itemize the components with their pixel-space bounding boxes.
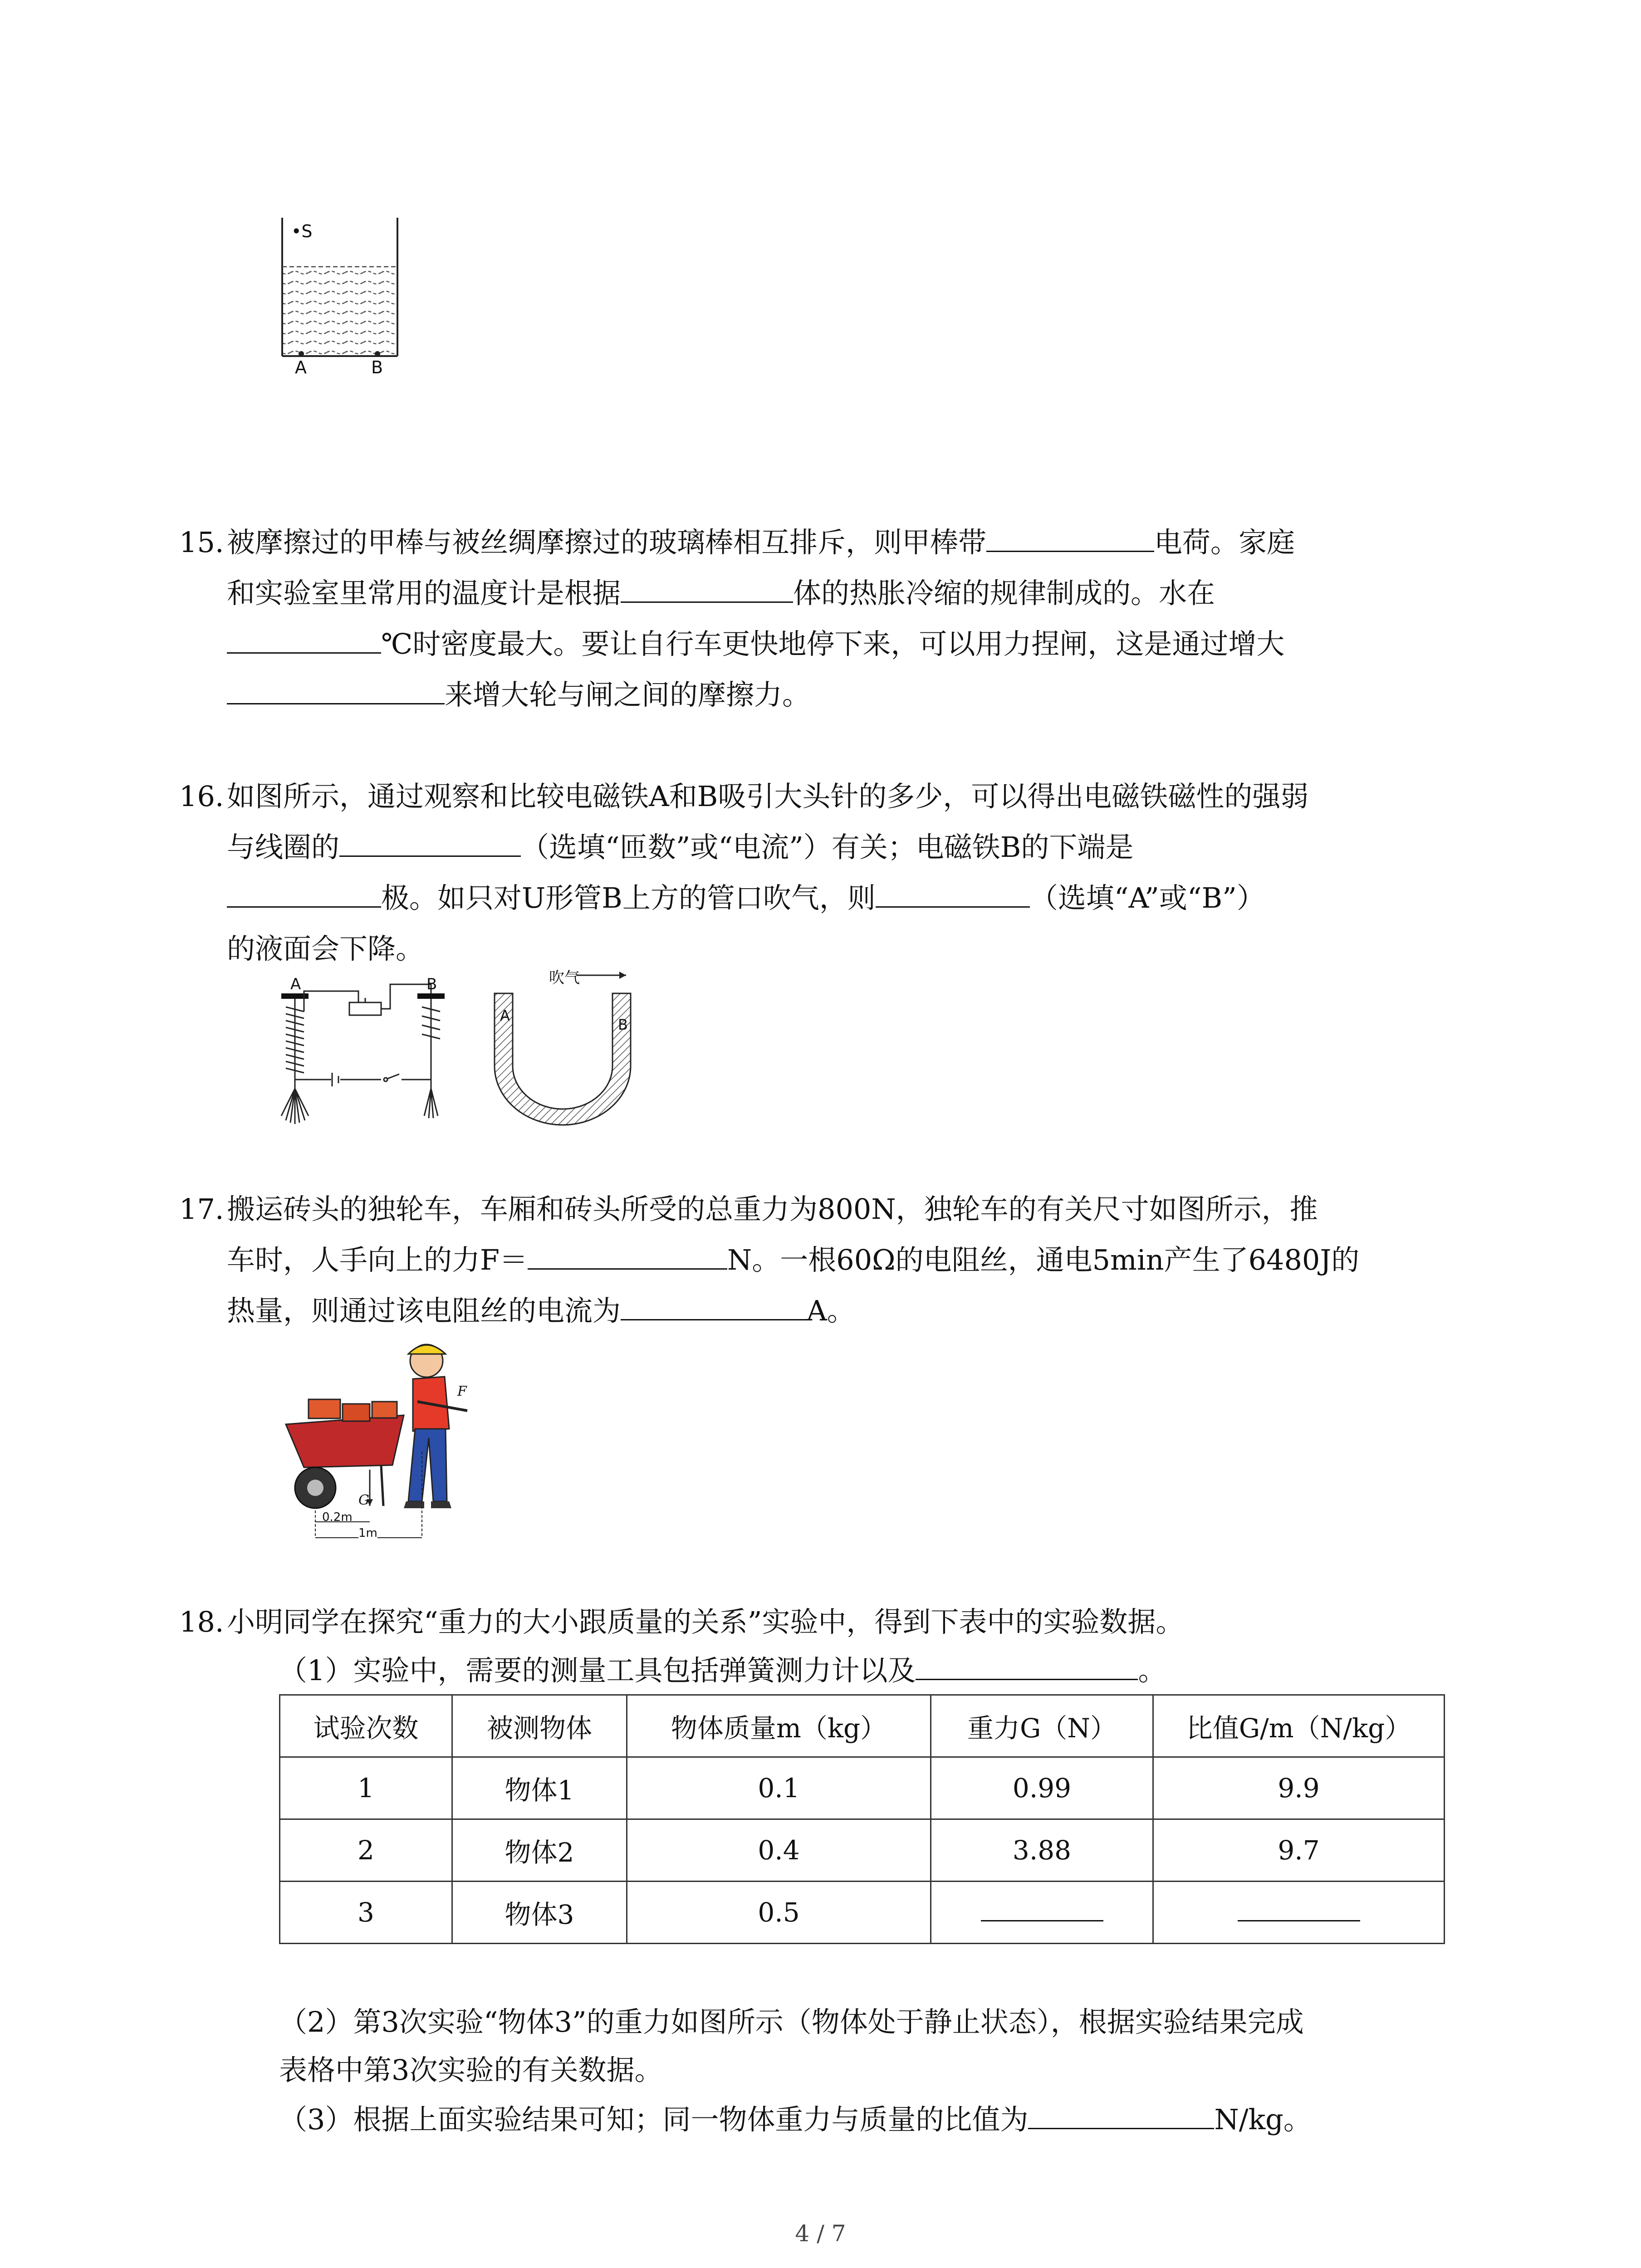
point-b-label: B	[371, 357, 383, 377]
blow-label: 吹气	[549, 969, 580, 987]
table-cell: 物体1	[452, 1757, 627, 1819]
table-row	[280, 1882, 1445, 1944]
table-cell: 1	[280, 1757, 452, 1819]
question-text: 与线圈的	[227, 831, 340, 864]
table-cell: 3	[280, 1882, 452, 1944]
question-16	[179, 771, 1465, 974]
question-text: N/kg。	[1214, 2103, 1312, 2136]
table-header-row	[280, 1695, 1445, 1757]
question-text: 的液面会下降。	[227, 932, 424, 965]
magnet-a-label: A	[290, 975, 301, 993]
answer-blank[interactable]	[528, 1238, 727, 1270]
answer-blank[interactable]	[986, 521, 1154, 552]
question-text: （选填“匝数”或“电流”）有关；电磁铁B的下端是	[521, 831, 1134, 864]
question-line	[227, 873, 1465, 924]
page-number: 4 / 7	[795, 2220, 846, 2247]
question-line	[227, 771, 1465, 822]
point-s-label: •S	[291, 221, 313, 241]
gravity-g-label: G	[358, 1492, 369, 1508]
question-text: 搬运砖头的独轮车，车厢和砖头所受的总重力为800N，独轮车的有关尺寸如图所示，推	[227, 1193, 1318, 1226]
table-row	[280, 1819, 1445, 1882]
question-text: 小明同学在探究“重力的大小跟质量的关系”实验中，得到下表中的实验数据。	[227, 1605, 1184, 1638]
answer-blank[interactable]	[227, 622, 381, 654]
question-number: 18.	[179, 1605, 224, 1638]
table-header: 被测物体	[452, 1695, 627, 1757]
point-a-label: A	[295, 357, 307, 377]
question-line	[279, 2046, 1459, 2094]
question-text: 车时，人手向上的力F＝	[227, 1243, 528, 1276]
table-cell: 0.5	[627, 1882, 931, 1944]
magnet-b-label: B	[426, 975, 437, 993]
answer-blank[interactable]	[876, 876, 1030, 908]
question-line	[227, 924, 1465, 974]
tube-b-label: B	[618, 1016, 628, 1033]
question-line	[279, 1998, 1459, 2046]
table-header: 比值G/m（N/kg）	[1153, 1695, 1445, 1757]
distance-label-1m: 1m	[358, 1526, 377, 1540]
table-cell: 9.9	[1153, 1757, 1445, 1819]
question-15	[179, 517, 1465, 720]
table-row	[280, 1757, 1445, 1819]
answer-blank[interactable]	[1028, 2098, 1214, 2129]
question-text: （选填“A”或“B”）	[1029, 881, 1265, 914]
table-cell: 0.99	[931, 1757, 1153, 1819]
distance-label-02m: 0.2m	[322, 1510, 353, 1524]
question-line	[227, 1286, 1465, 1336]
question-text: 和实验室里常用的温度计是根据	[227, 577, 621, 610]
table-header: 重力G（N）	[931, 1695, 1153, 1757]
question-text: 来增大轮与闸之间的摩擦力。	[445, 678, 811, 711]
table-header: 试验次数	[280, 1695, 452, 1757]
question-text: （2）第3次实验“物体3”的重力如图所示（物体处于静止状态），根据实验结果完成	[279, 2005, 1304, 2038]
question-18	[179, 1597, 1465, 1647]
answer-blank[interactable]	[339, 826, 521, 857]
table-cell: 物体2	[452, 1819, 627, 1882]
question-text: ℃时密度最大。要让自行车更快地停下来，可以用力捏闸，这是通过增大	[381, 627, 1285, 660]
table-cell: 0.4	[627, 1819, 931, 1882]
question-text: 极。如只对U形管B上方的管口吹气，则	[381, 881, 876, 914]
table-cell-blank[interactable]	[1153, 1882, 1445, 1944]
question-text: 热量，则通过该电阻丝的电流为	[227, 1294, 621, 1327]
subquestion-2	[279, 1998, 1459, 2094]
question-number: 17.	[179, 1193, 224, 1226]
question-line	[227, 568, 1465, 619]
question-text: 。	[1138, 1654, 1166, 1687]
answer-blank[interactable]	[916, 1649, 1138, 1680]
table-cell: 0.1	[627, 1757, 931, 1819]
table-header: 物体质量m（kg）	[627, 1695, 931, 1757]
wheelbarrow-figure	[277, 1338, 485, 1551]
subquestion-1	[279, 1647, 1459, 1695]
table-cell: 2	[280, 1819, 452, 1882]
question-text: 被摩擦过的甲棒与被丝绸摩擦过的玻璃棒相互排斥，则甲棒带	[227, 526, 987, 559]
question-text: （3）根据上面实验结果可知；同一物体重力与质量的比值为	[279, 2103, 1029, 2136]
container-figure	[272, 218, 408, 381]
question-line	[227, 670, 1465, 720]
question-17	[179, 1184, 1465, 1336]
answer-blank[interactable]	[981, 1902, 1103, 1921]
question-line	[227, 1184, 1465, 1235]
answer-blank[interactable]	[227, 673, 445, 704]
answer-blank[interactable]	[1238, 1902, 1360, 1921]
question-number: 16.	[179, 780, 224, 813]
table-cell: 物体3	[452, 1882, 627, 1944]
question-line	[227, 1235, 1465, 1286]
answer-blank[interactable]	[621, 572, 793, 603]
question-line	[227, 619, 1465, 670]
electromagnet-figure	[272, 975, 454, 1129]
question-text: 电荷。家庭	[1154, 526, 1295, 559]
question-text: 体的热胀冷缩的规律制成的。水在	[793, 577, 1215, 610]
data-table	[279, 1694, 1445, 1944]
question-text: A。	[807, 1294, 855, 1327]
question-text: 如图所示，通过观察和比较电磁铁A和B吸引大头针的多少，可以得出电磁铁磁性的强弱	[227, 780, 1309, 813]
question-line	[227, 517, 1465, 568]
subquestion-3	[279, 2096, 1459, 2144]
tube-a-label: A	[500, 1007, 510, 1024]
table-cell-blank[interactable]	[931, 1882, 1153, 1944]
table-cell: 9.7	[1153, 1819, 1445, 1882]
u-tube-figure	[490, 962, 644, 1134]
table-cell: 3.88	[931, 1819, 1153, 1882]
question-text: （1）实验中，需要的测量工具包括弹簧测力计以及	[279, 1654, 916, 1687]
answer-blank[interactable]	[621, 1289, 807, 1320]
question-line	[227, 822, 1465, 873]
question-number: 15.	[179, 526, 224, 559]
question-text: N。一根60Ω的电阻丝，通电5min产生了6480J的	[727, 1243, 1360, 1276]
answer-blank[interactable]	[227, 876, 381, 908]
question-text: 表格中第3次实验的有关数据。	[279, 2053, 663, 2087]
force-f-label: F	[457, 1383, 467, 1399]
question-line	[227, 1597, 1465, 1647]
